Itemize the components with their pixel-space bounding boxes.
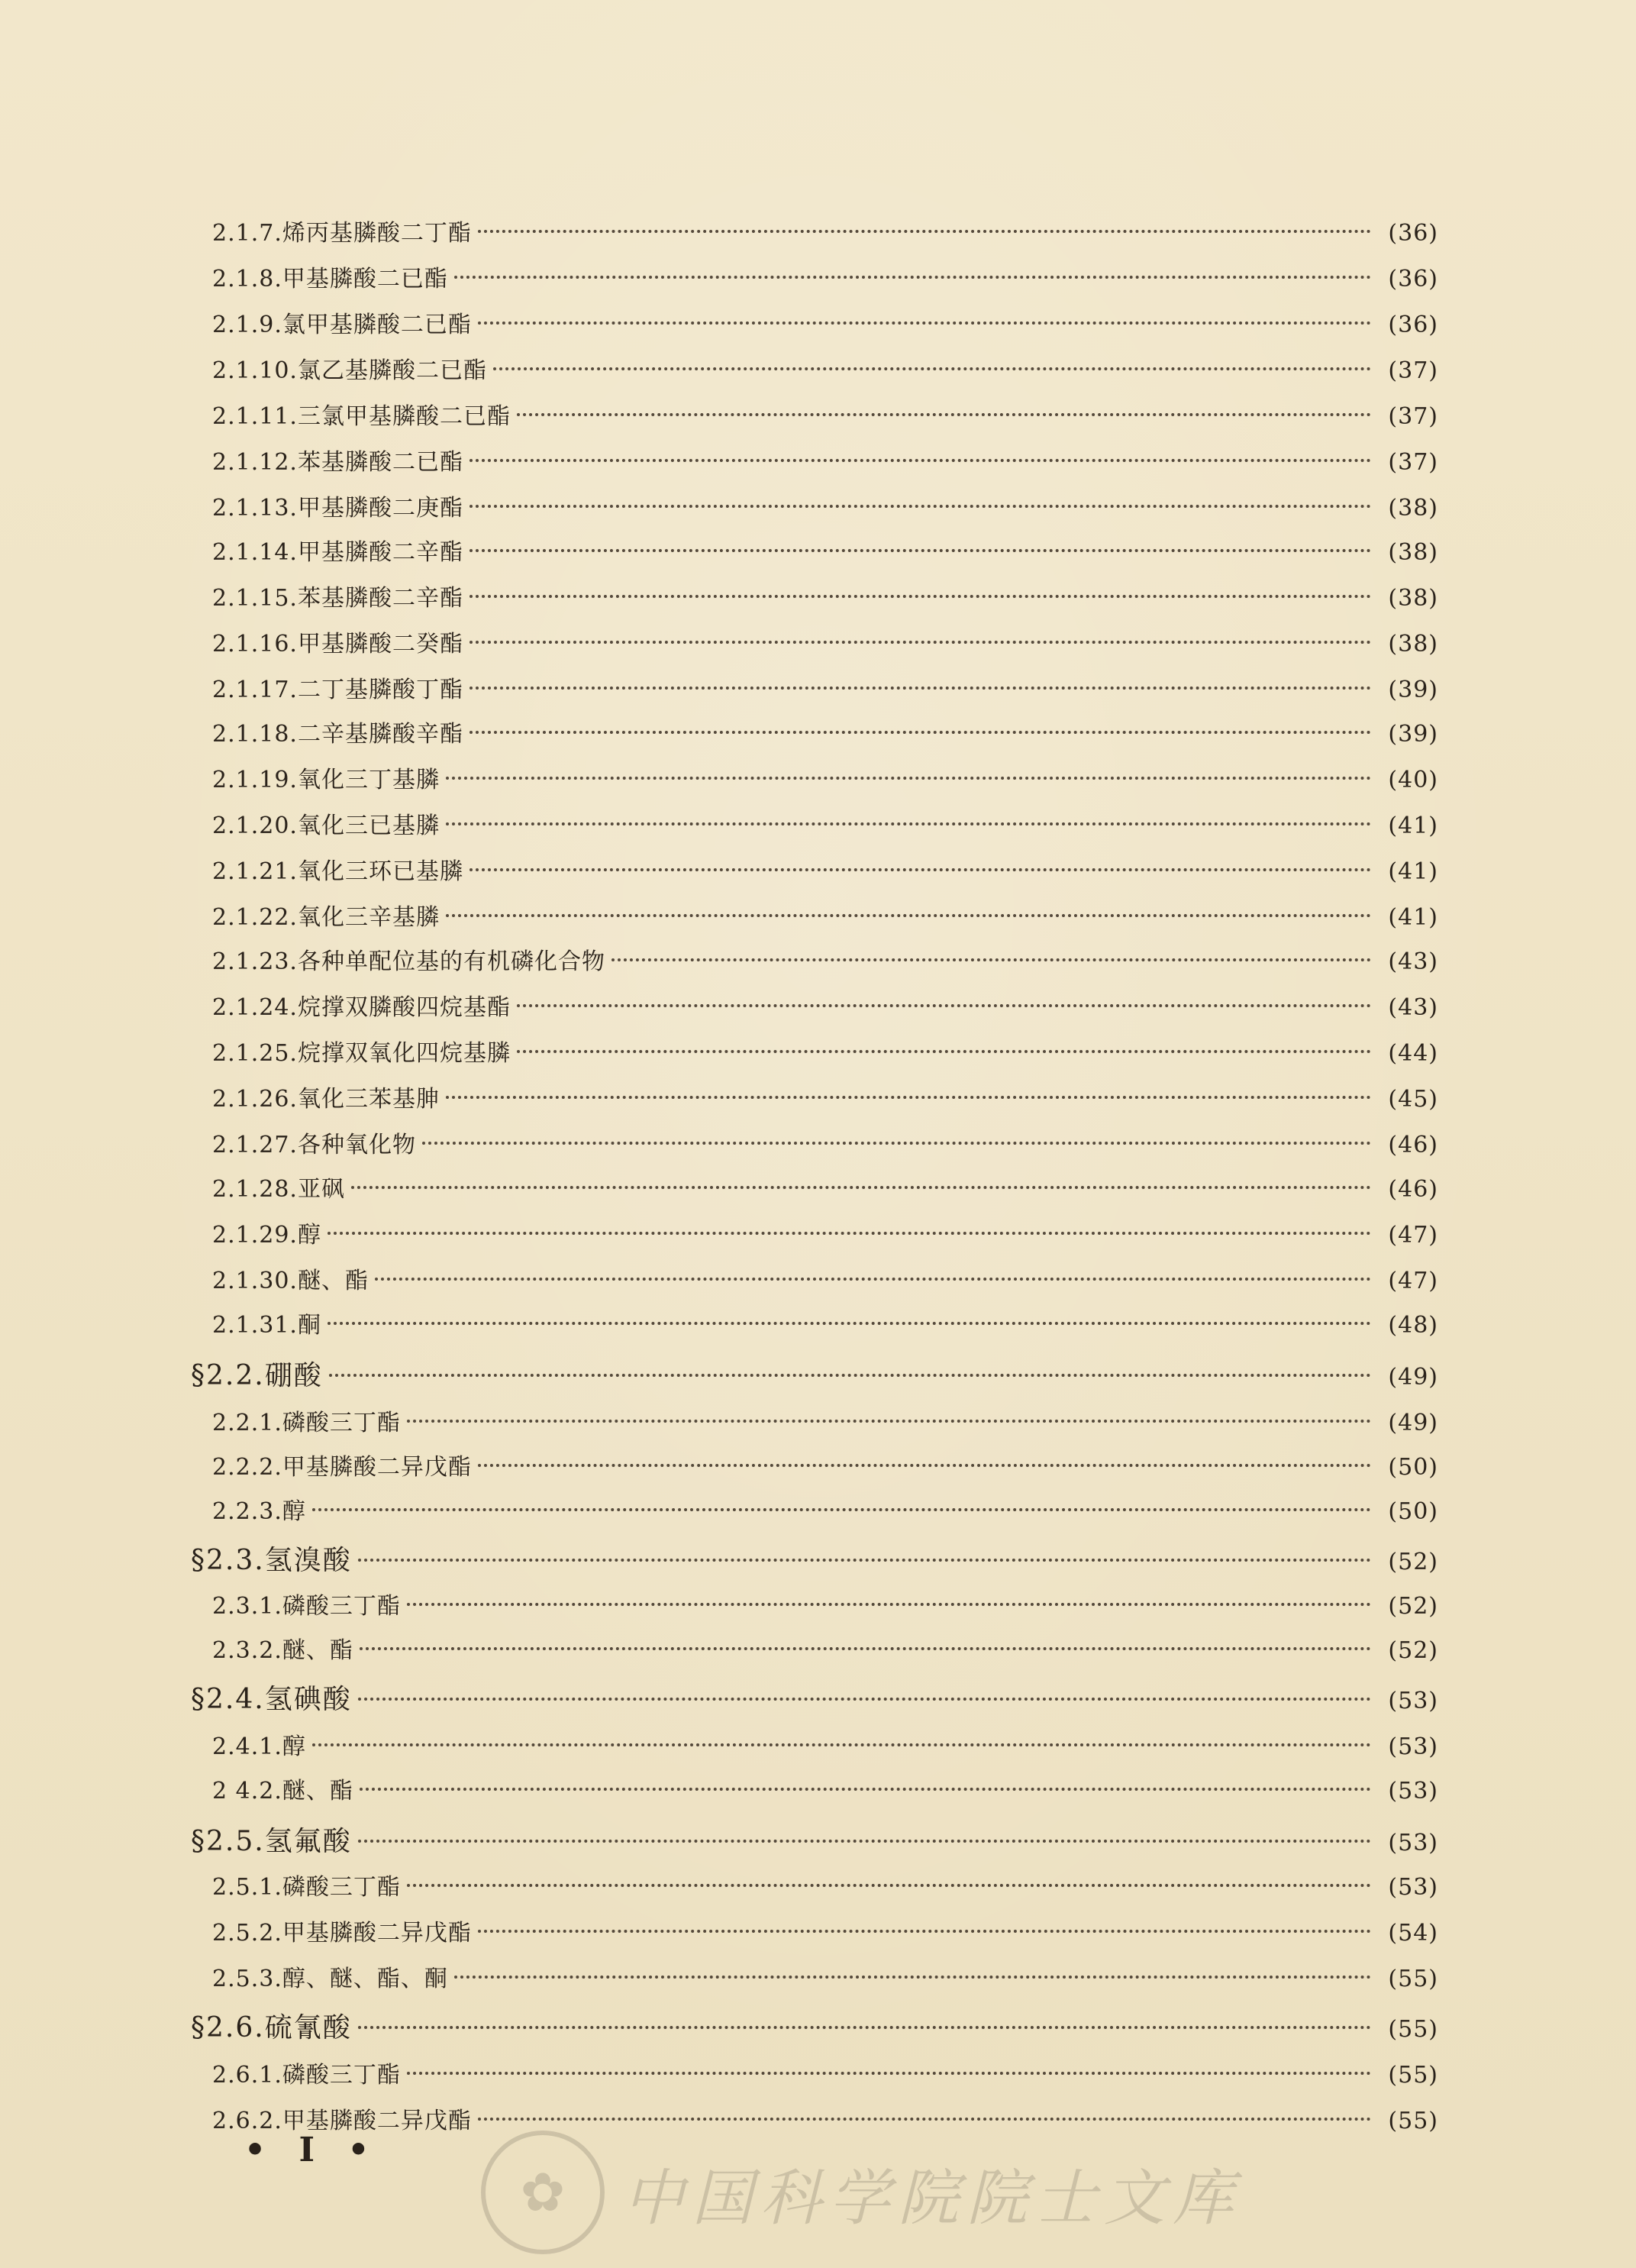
- toc-entry-page: (55): [1388, 2062, 1438, 2089]
- toc-entry: [212, 1772, 1438, 1811]
- toc-entry: [212, 1404, 1438, 1443]
- toc-entry-page: (47): [1388, 1222, 1438, 1249]
- toc-entry-title: 2.1.30.醚、酯: [212, 1268, 369, 1294]
- toc-entry-title: 2.3.2.醚、酯: [212, 1637, 353, 1664]
- toc-entry: [212, 533, 1438, 573]
- dot-leader: [329, 1374, 1371, 1377]
- toc-entry: [212, 1727, 1438, 1767]
- dot-leader: [493, 367, 1371, 370]
- toc-entry-page: (55): [1388, 1966, 1438, 1992]
- toc-entry-page: (52): [1388, 1549, 1438, 1575]
- toc-entry-page: (41): [1388, 904, 1438, 931]
- toc-entry-page: (53): [1388, 1688, 1438, 1714]
- toc-entry: [212, 443, 1438, 483]
- toc-entry-page: (53): [1388, 1874, 1438, 1901]
- dot-leader: [351, 1186, 1371, 1189]
- dot-leader: [470, 731, 1371, 734]
- toc-entry-title: 2.1.7.烯丙基膦酸二丁酯: [212, 220, 472, 247]
- toc-entry: [212, 305, 1438, 345]
- toc-entry-title: §2.2.硼酸: [191, 1360, 323, 1391]
- toc-entry-title: 2.2.1.磷酸三丁酯: [212, 1410, 401, 1436]
- toc-entry: [212, 2056, 1438, 2095]
- toc-entry: [212, 1959, 1438, 1999]
- toc-entry-title: 2.5.1.磷酸三丁酯: [212, 1874, 401, 1901]
- dot-leader: [375, 1278, 1371, 1281]
- dot-leader: [470, 549, 1371, 552]
- toc-entry-page: (38): [1388, 585, 1438, 612]
- dot-leader: [517, 1050, 1371, 1053]
- dot-leader: [611, 958, 1371, 961]
- toc-entry: [212, 1631, 1438, 1671]
- dot-leader: [478, 230, 1371, 233]
- toc-entry: [212, 988, 1438, 1028]
- toc-entry: [212, 852, 1438, 892]
- dot-leader: [407, 2072, 1371, 2075]
- toc-entry: [212, 579, 1438, 619]
- dot-leader: [407, 1884, 1371, 1887]
- toc-entry-page: (39): [1388, 677, 1438, 703]
- toc-entry: [212, 625, 1438, 664]
- toc-entry-title: 2.3.1.磷酸三丁酯: [212, 1593, 401, 1620]
- toc-entry-title: §2.3.氢溴酸: [191, 1545, 352, 1576]
- toc-entry: [212, 1170, 1438, 1210]
- toc-entry-title: 2.2.3.醇: [212, 1498, 306, 1525]
- toc-entry-page: (53): [1388, 1778, 1438, 1804]
- dot-leader: [470, 459, 1371, 462]
- toc-entry-page: (49): [1388, 1364, 1438, 1391]
- toc-entry-page: (40): [1388, 767, 1438, 793]
- dot-leader: [446, 914, 1371, 917]
- toc-entry-page: (36): [1388, 312, 1438, 338]
- toc-entry-page: (52): [1388, 1637, 1438, 1664]
- dot-leader: [517, 1004, 1371, 1007]
- toc-entry-title: 2.1.17.二丁基膦酸丁酯: [212, 677, 463, 703]
- toc-section-entry: [191, 1541, 1438, 1581]
- toc-entry: [212, 1492, 1438, 1532]
- toc-entry: [212, 351, 1438, 391]
- toc-entry-title: §2.5.氢氟酸: [191, 1826, 352, 1857]
- dot-leader: [478, 1464, 1371, 1467]
- toc-entry-title: 2.1.9.氯甲基膦酸二已酯: [212, 312, 472, 338]
- toc-entry-title: 2.1.10.氯乙基膦酸二已酯: [212, 357, 487, 384]
- toc-entry: [212, 898, 1438, 938]
- toc-entry-title: 2.1.29.醇: [212, 1222, 321, 1249]
- toc-entry-page: (46): [1388, 1132, 1438, 1158]
- toc-entry: [212, 761, 1438, 800]
- toc-entry-title: 2.1.26.氧化三苯基胂: [212, 1086, 440, 1113]
- toc-entry-title: 2.1.16.甲基膦酸二癸酯: [212, 631, 463, 657]
- toc-entry-page: (43): [1388, 948, 1438, 975]
- toc-entry-page: (50): [1388, 1498, 1438, 1525]
- toc-entry-page: (48): [1388, 1312, 1438, 1339]
- dot-leader: [446, 777, 1371, 780]
- toc-entry-page: (55): [1388, 2016, 1438, 2043]
- toc-entry-title: 2.1.22.氧化三辛基膦: [212, 904, 440, 931]
- dot-leader: [470, 505, 1371, 508]
- toc-entry: [212, 1448, 1438, 1488]
- toc-entry-title: 2.1.19.氧化三丁基膦: [212, 767, 440, 793]
- toc-section-entry: [191, 1680, 1438, 1720]
- toc-entry-title: 2.1.24.烷撑双膦酸四烷基酯: [212, 994, 511, 1021]
- toc-entry-page: (38): [1388, 539, 1438, 566]
- toc-entry-page: (41): [1388, 858, 1438, 885]
- toc-entry-page: (37): [1388, 403, 1438, 430]
- watermark: [481, 2131, 1241, 2254]
- toc-entry-page: (54): [1388, 1920, 1438, 1947]
- dot-leader: [470, 687, 1371, 690]
- dot-leader: [478, 321, 1371, 325]
- dot-leader: [478, 2118, 1371, 2121]
- toc-section-entry: [191, 1356, 1438, 1396]
- toc-entry-title: 2.1.15.苯基膦酸二辛酯: [212, 585, 463, 612]
- toc-entry-page: (44): [1388, 1040, 1438, 1067]
- toc-section-entry: [191, 2008, 1438, 2048]
- dot-leader: [358, 1559, 1371, 1562]
- dot-leader: [358, 1698, 1371, 1701]
- toc-entry-page: (36): [1388, 266, 1438, 292]
- toc-entry-page: (50): [1388, 1454, 1438, 1481]
- toc-entry-title: 2 4.2.醚、酯: [212, 1778, 353, 1804]
- toc-entry: [212, 489, 1438, 528]
- toc-entry-title: 2.6.1.磷酸三丁酯: [212, 2062, 401, 2089]
- toc-entry-title: 2.1.20.氧化三已基膦: [212, 813, 440, 839]
- toc-entry-title: 2.1.18.二辛基膦酸辛酯: [212, 721, 463, 748]
- toc-entry-title: 2.5.3.醇、醚、酯、酮: [212, 1966, 448, 1992]
- toc-entry-page: (36): [1388, 220, 1438, 247]
- dot-leader: [360, 1788, 1371, 1791]
- dot-leader: [312, 1743, 1371, 1746]
- toc-entry: [212, 670, 1438, 710]
- toc-entry-page: (53): [1388, 1733, 1438, 1760]
- toc-entry-page: (41): [1388, 813, 1438, 839]
- toc-entry-title: 2.4.1.醇: [212, 1733, 306, 1760]
- toc-entry: [212, 1587, 1438, 1627]
- toc-entry: [212, 214, 1438, 254]
- toc-entry-page: (45): [1388, 1086, 1438, 1113]
- dot-leader: [360, 1647, 1371, 1650]
- toc-entry-title: §2.6.硫氰酸: [191, 2012, 352, 2043]
- dot-leader: [407, 1603, 1371, 1606]
- toc-entry-title: §2.4.氢碘酸: [191, 1684, 352, 1715]
- toc-entry-title: 2.6.2.甲基膦酸二异戊酯: [212, 2108, 472, 2134]
- toc-entry-page: (38): [1388, 495, 1438, 522]
- dot-leader: [358, 1840, 1371, 1843]
- toc-entry: [212, 1914, 1438, 1953]
- toc-entry-page: (47): [1388, 1268, 1438, 1294]
- toc-entry-title: 2.1.13.甲基膦酸二庚酯: [212, 495, 463, 522]
- dot-leader: [446, 1096, 1371, 1099]
- dot-leader: [422, 1142, 1371, 1145]
- toc-entry-title: 2.1.28.亚砜: [212, 1176, 345, 1203]
- toc-entry-page: (55): [1388, 2108, 1438, 2134]
- toc-entry-page: (38): [1388, 631, 1438, 657]
- toc-entry-title: 2.1.25.烷撑双氧化四烷基膦: [212, 1040, 511, 1067]
- toc-entry-page: (49): [1388, 1410, 1438, 1436]
- toc-entry-page: (37): [1388, 449, 1438, 476]
- dot-leader: [407, 1420, 1371, 1423]
- toc-entry: [212, 1080, 1438, 1119]
- toc-entry-title: 2.1.11.三氯甲基膦酸二已酯: [212, 403, 511, 430]
- toc-entry-page: (53): [1388, 1830, 1438, 1856]
- toc-entry-page: (46): [1388, 1176, 1438, 1203]
- flower-seal-icon: ✿: [481, 2131, 605, 2254]
- toc-entry-title: 2.1.31.酮: [212, 1312, 321, 1339]
- toc-section-entry: [191, 1822, 1438, 1862]
- toc-entry: [212, 715, 1438, 754]
- toc-entry-title: 2.2.2.甲基膦酸二异戊酯: [212, 1454, 472, 1481]
- toc-entry-page: (52): [1388, 1593, 1438, 1620]
- dot-leader: [470, 595, 1371, 598]
- toc-entry-page: (37): [1388, 357, 1438, 384]
- dot-leader: [478, 1930, 1371, 1933]
- page-number-footer: • I •: [244, 2131, 380, 2169]
- dot-leader: [328, 1322, 1371, 1325]
- toc-entry-title: 2.1.8.甲基膦酸二已酯: [212, 266, 448, 292]
- toc-entry-title: 2.5.2.甲基膦酸二异戊酯: [212, 1920, 472, 1947]
- dot-leader: [446, 822, 1371, 825]
- toc-entry: [212, 1306, 1438, 1346]
- toc-entry-title: 2.1.14.甲基膦酸二辛酯: [212, 539, 463, 566]
- toc-entry: [212, 806, 1438, 846]
- toc-entry: [212, 942, 1438, 982]
- dot-leader: [517, 413, 1371, 416]
- dot-leader: [312, 1508, 1371, 1511]
- toc-entry-title: 2.1.23.各种单配位基的有机磷化合物: [212, 948, 605, 975]
- toc-entry: [212, 1262, 1438, 1301]
- dot-leader: [470, 641, 1371, 644]
- dot-leader: [454, 1976, 1371, 1979]
- toc-entry: [212, 260, 1438, 299]
- toc-entry-page: (43): [1388, 994, 1438, 1021]
- dot-leader: [358, 2026, 1371, 2029]
- toc-entry-title: 2.1.12.苯基膦酸二已酯: [212, 449, 463, 476]
- toc-entry-page: (39): [1388, 721, 1438, 748]
- dot-leader: [470, 868, 1371, 871]
- toc-entry: [212, 1126, 1438, 1165]
- dot-leader: [328, 1232, 1371, 1235]
- toc-entry: [212, 397, 1438, 437]
- toc-entry-title: 2.1.21.氧化三环已基膦: [212, 858, 463, 885]
- toc-entry: [212, 1868, 1438, 1908]
- toc-entry-title: 2.1.27.各种氧化物: [212, 1132, 416, 1158]
- toc-entry: [212, 1216, 1438, 1255]
- dot-leader: [454, 276, 1371, 279]
- toc-entry: [212, 1034, 1438, 1074]
- watermark-text: 中国科学院院士文库: [623, 2162, 1241, 2234]
